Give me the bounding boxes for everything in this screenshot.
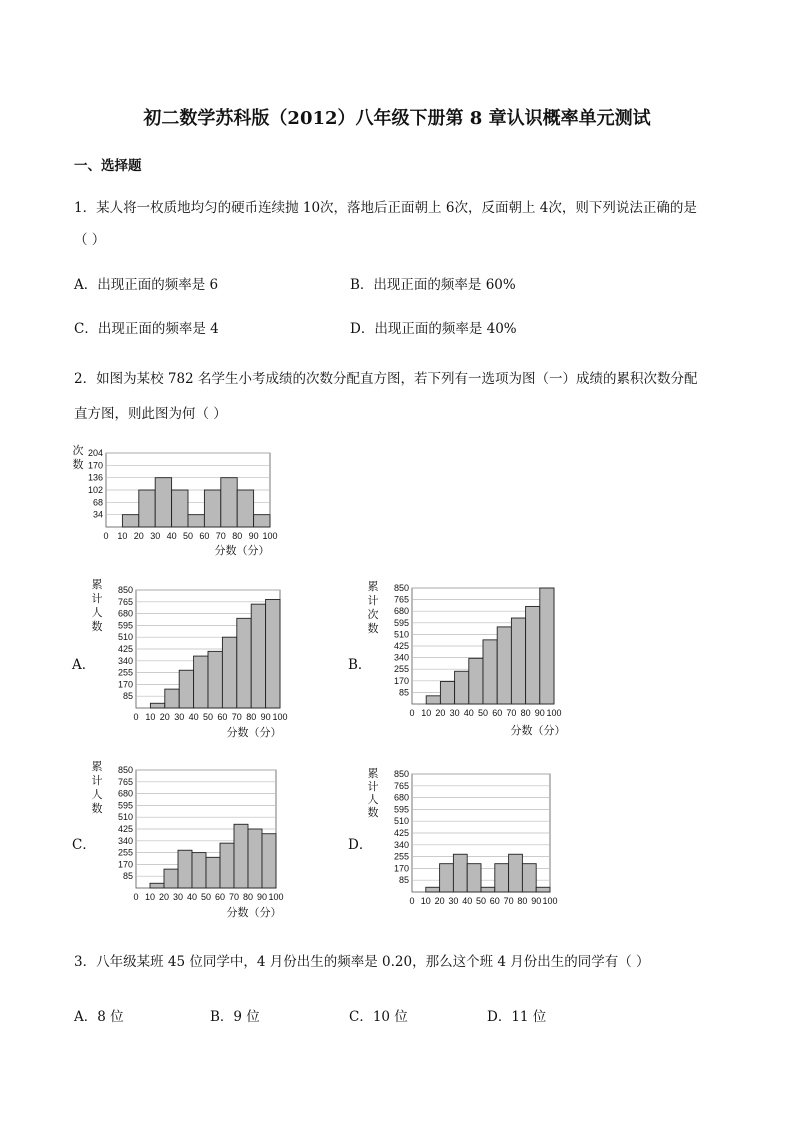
x-tick-label: 80 xyxy=(242,892,254,902)
histogram-option-b[interactable] xyxy=(366,578,606,744)
y-tick-label: 425 xyxy=(393,641,409,651)
x-tick-label: 50 xyxy=(477,708,489,718)
x-tick-label: 60 xyxy=(489,896,500,906)
x-tick-label: 10 xyxy=(421,708,432,718)
y-tick-label: 102 xyxy=(87,485,103,495)
x-tick-label: 70 xyxy=(231,712,242,722)
x-tick-label: 100 xyxy=(546,708,562,718)
y-tick-label: 340 xyxy=(117,655,133,666)
y-tick-label: 170 xyxy=(87,460,103,471)
y-tick-label: 85 xyxy=(398,875,409,886)
histogram-bar xyxy=(509,854,523,892)
y-tick-label: 170 xyxy=(393,863,409,874)
histogram-bar xyxy=(164,869,178,888)
histogram-bar xyxy=(540,588,554,704)
x-tick-label: 70 xyxy=(506,708,517,718)
q3-option-a[interactable]: A．8 位 xyxy=(74,1009,124,1025)
histogram-bar xyxy=(206,857,220,888)
histogram-bar xyxy=(497,627,511,704)
y-axis-label-char: 计 xyxy=(91,775,103,787)
histogram-bar xyxy=(481,887,495,892)
x-tick-label: 50 xyxy=(202,712,214,722)
y-tick-label: 85 xyxy=(122,691,133,702)
q1-option-c[interactable]: C．出现正面的频率是 4 xyxy=(74,321,219,337)
y-axis-label-char: 次 xyxy=(367,609,379,621)
y-axis-label-char: 人 xyxy=(367,794,379,806)
x-tick-label: 20 xyxy=(158,892,170,902)
histogram-bar xyxy=(150,883,164,888)
q3-option-d[interactable]: D．11 位 xyxy=(487,1009,547,1025)
histogram-option-c[interactable] xyxy=(90,758,330,924)
histogram-bar xyxy=(536,887,550,892)
x-tick-label: 60 xyxy=(492,708,503,718)
x-tick-label: 60 xyxy=(199,531,210,541)
y-tick-label: 765 xyxy=(393,780,409,791)
y-axis-label-char: 次 xyxy=(72,445,84,457)
q3-option-c[interactable]: C．10 位 xyxy=(349,1009,408,1025)
histogram-bar xyxy=(483,640,497,704)
y-tick-label: 765 xyxy=(117,776,133,787)
x-tick-label: 0 xyxy=(409,896,415,906)
histogram-bar xyxy=(220,843,234,888)
q2-option-d-label[interactable]: D． xyxy=(348,837,373,853)
y-axis-label-char: 累 xyxy=(367,581,379,593)
section-heading: 一、选择题 xyxy=(74,158,142,174)
x-tick-label: 100 xyxy=(272,712,288,722)
histogram-bar xyxy=(221,478,237,527)
x-tick-label: 20 xyxy=(159,712,170,722)
x-tick-label: 50 xyxy=(475,896,487,906)
x-tick-label: 90 xyxy=(256,892,268,902)
q3-option-b[interactable]: B．9 位 xyxy=(210,1009,260,1025)
x-axis-label: 分数（分） xyxy=(226,907,282,919)
question-1-text: 1．某人将一枚质地均匀的硬币连续抛 10次，落地后正面朝上 6次，反面朝上 4次，则下列说法正确的是 xyxy=(74,200,697,216)
y-tick-label: 85 xyxy=(122,871,133,882)
x-tick-label: 30 xyxy=(150,531,161,541)
y-tick-label: 340 xyxy=(117,835,133,846)
x-tick-label: 30 xyxy=(174,712,185,722)
y-axis-label-char: 累 xyxy=(91,579,103,591)
histogram-bar xyxy=(251,604,265,708)
y-tick-label: 510 xyxy=(117,632,133,643)
x-tick-label: 70 xyxy=(228,892,240,902)
x-tick-label: 10 xyxy=(420,896,431,906)
y-axis-label-char: 累 xyxy=(367,768,379,780)
y-tick-label: 850 xyxy=(393,769,409,779)
x-tick-label: 90 xyxy=(534,708,545,718)
x-tick-label: 40 xyxy=(166,531,177,541)
y-tick-label: 68 xyxy=(92,497,103,508)
x-tick-label: 100 xyxy=(268,892,284,902)
y-tick-label: 170 xyxy=(117,859,133,870)
y-tick-label: 680 xyxy=(117,608,133,619)
question-3-text: 3．八年级某班 45 位同学中，4 月份出生的频率是 0.20，那么这个班 4 月份出生的同学有（ ） xyxy=(74,954,650,970)
y-tick-label: 170 xyxy=(393,675,409,686)
question-1-bracket: （ ） xyxy=(74,232,106,248)
y-axis-label-char: 计 xyxy=(91,593,103,605)
x-tick-label: 70 xyxy=(215,531,226,541)
histogram-bar xyxy=(179,670,193,708)
histogram-bar xyxy=(150,703,164,708)
q2-option-c-label[interactable]: C． xyxy=(72,837,96,853)
y-axis-label-char: 数 xyxy=(91,803,103,815)
x-tick-label: 40 xyxy=(188,712,199,722)
x-tick-label: 10 xyxy=(117,531,128,541)
histogram-bar xyxy=(440,681,454,704)
y-tick-label: 204 xyxy=(87,448,103,458)
histogram-bar xyxy=(467,864,481,892)
x-tick-label: 90 xyxy=(248,531,259,541)
y-tick-label: 85 xyxy=(398,687,409,698)
y-tick-label: 765 xyxy=(393,594,409,605)
histogram-bar xyxy=(204,490,220,527)
x-tick-label: 30 xyxy=(449,708,460,718)
x-tick-label: 0 xyxy=(133,712,139,722)
histogram-option-d[interactable] xyxy=(366,766,606,914)
y-tick-label: 255 xyxy=(117,667,133,678)
histogram-option-a xyxy=(90,578,330,744)
x-tick-label: 80 xyxy=(246,712,257,722)
histogram-bar xyxy=(208,651,222,708)
histogram-bar xyxy=(426,696,440,704)
histogram-bar xyxy=(194,656,208,708)
y-tick-label: 850 xyxy=(117,765,133,775)
page-title: 初二数学苏科版（2012）八年级下册第 8 章认识概率单元测试 xyxy=(143,108,651,129)
histogram-bar xyxy=(511,618,525,704)
x-axis-label: 分数（分） xyxy=(510,725,566,737)
y-tick-label: 510 xyxy=(117,812,133,823)
x-tick-label: 20 xyxy=(133,531,144,541)
x-axis-label: 分数（分） xyxy=(214,545,270,557)
y-tick-label: 595 xyxy=(393,617,409,628)
y-tick-label: 255 xyxy=(117,847,133,858)
y-tick-label: 340 xyxy=(393,652,409,663)
y-tick-label: 136 xyxy=(87,472,103,483)
x-tick-label: 60 xyxy=(217,712,228,722)
y-tick-label: 510 xyxy=(393,816,409,827)
y-tick-label: 425 xyxy=(117,824,133,834)
y-axis-label-char: 人 xyxy=(91,789,103,801)
y-tick-label: 850 xyxy=(393,583,409,593)
y-axis-label-char: 累 xyxy=(91,761,103,773)
y-axis-label-char: 数 xyxy=(367,807,379,819)
histogram-bar xyxy=(453,854,467,892)
x-tick-label: 0 xyxy=(103,531,109,541)
x-tick-label: 30 xyxy=(172,892,184,902)
y-axis-label-char: 计 xyxy=(367,781,379,793)
y-tick-label: 255 xyxy=(393,664,409,675)
x-tick-label: 80 xyxy=(232,531,243,541)
y-tick-label: 850 xyxy=(117,585,133,595)
y-tick-label: 255 xyxy=(393,851,409,862)
histogram-bar xyxy=(178,850,192,888)
y-tick-label: 595 xyxy=(117,800,133,811)
y-tick-label: 34 xyxy=(92,509,103,520)
histogram-bar xyxy=(237,490,253,527)
histogram-bar xyxy=(266,599,280,708)
q2-option-a-label[interactable]: A． xyxy=(72,657,96,673)
x-tick-label: 40 xyxy=(462,896,473,906)
x-tick-label: 20 xyxy=(435,708,446,718)
x-tick-label: 50 xyxy=(200,892,212,902)
q1-option-d[interactable]: D．出现正面的频率是 40% xyxy=(350,321,517,337)
histogram-bar xyxy=(122,515,138,527)
histogram-bar xyxy=(495,864,509,892)
x-tick-label: 100 xyxy=(262,531,278,541)
x-tick-label: 40 xyxy=(186,892,198,902)
y-tick-label: 425 xyxy=(117,644,133,654)
y-tick-label: 595 xyxy=(393,804,409,815)
x-tick-label: 0 xyxy=(133,892,139,902)
histogram-bar xyxy=(254,515,270,527)
histogram-bar xyxy=(526,606,540,704)
x-tick-label: 20 xyxy=(434,896,445,906)
x-tick-label: 60 xyxy=(214,892,226,902)
x-tick-label: 80 xyxy=(517,896,528,906)
histogram-bar xyxy=(192,853,206,888)
y-axis-label-char: 人 xyxy=(91,607,103,619)
histogram-bar xyxy=(522,864,536,892)
x-tick-label: 40 xyxy=(463,708,474,718)
y-tick-label: 170 xyxy=(117,679,133,690)
histogram-bar xyxy=(440,864,454,892)
y-tick-label: 765 xyxy=(117,596,133,607)
x-axis-label: 分数（分） xyxy=(226,727,282,739)
histogram-main xyxy=(66,440,316,565)
y-tick-label: 510 xyxy=(393,629,409,640)
y-axis-label-char: 数 xyxy=(91,621,103,633)
x-tick-label: 0 xyxy=(409,708,415,718)
y-tick-label: 680 xyxy=(117,788,133,799)
x-tick-label: 50 xyxy=(182,531,194,541)
histogram-bar xyxy=(222,637,236,708)
histogram-bar xyxy=(469,658,483,704)
q1-option-b[interactable]: B．出现正面的频率是 60% xyxy=(350,277,516,293)
y-tick-label: 340 xyxy=(393,839,409,850)
histogram-bar xyxy=(234,824,248,888)
histogram-bar xyxy=(172,490,188,527)
y-axis-label-char: 数 xyxy=(367,623,379,635)
histogram-bar xyxy=(426,887,440,892)
question-2-text-cont: 直方图，则此图为何（ ） xyxy=(74,406,227,422)
y-axis-label-char: 计 xyxy=(367,595,379,607)
x-tick-label: 70 xyxy=(503,896,514,906)
x-tick-label: 90 xyxy=(531,896,542,906)
x-tick-label: 100 xyxy=(542,896,558,906)
histogram-bar xyxy=(139,490,155,527)
y-tick-label: 680 xyxy=(393,606,409,617)
histogram-bar xyxy=(188,515,204,527)
y-tick-label: 425 xyxy=(393,828,409,838)
q1-option-a[interactable]: A．出现正面的频率是 6 xyxy=(74,277,219,293)
y-tick-label: 680 xyxy=(393,792,409,803)
histogram-bar xyxy=(155,478,171,527)
histogram-bar xyxy=(455,671,469,704)
x-tick-label: 30 xyxy=(448,896,459,906)
x-tick-label: 10 xyxy=(144,892,156,902)
y-axis-label-char: 数 xyxy=(72,459,84,471)
histogram-bar xyxy=(165,689,179,708)
histogram-bar xyxy=(237,618,251,708)
histogram-bar xyxy=(262,834,276,888)
question-2-text: 2．如图为某校 782 名学生小考成绩的次数分配直方图，若下列有一选项为图（一）成绩的累积次数分配 xyxy=(74,371,698,387)
x-tick-label: 10 xyxy=(145,712,156,722)
x-tick-label: 90 xyxy=(260,712,271,722)
histogram-bar xyxy=(248,829,262,888)
y-tick-label: 595 xyxy=(117,620,133,631)
q2-option-b-label[interactable]: B． xyxy=(348,657,372,673)
x-tick-label: 80 xyxy=(520,708,531,718)
